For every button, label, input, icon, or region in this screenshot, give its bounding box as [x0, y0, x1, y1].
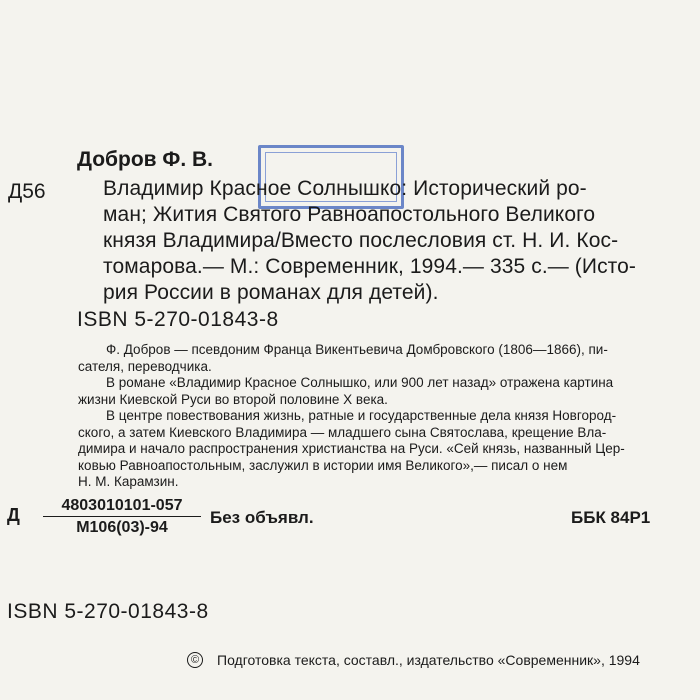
isbn-bottom: ISBN 5-270-01843-8	[7, 600, 209, 623]
annotation-line: сателя, переводчика.	[78, 358, 212, 374]
author-heading: Добров Ф. В.	[77, 148, 214, 171]
annotation-line: жизни Киевской Руси во второй половине X века.	[78, 391, 388, 407]
publishing-index-fraction	[43, 497, 201, 537]
isbn-top: ISBN 5-270-01843-8	[77, 308, 279, 331]
annotation-line: Н. М. Карамзин.	[78, 474, 179, 489]
description-line: князя Владимира/Вместо послесловия ст. Н. И. Кос-	[103, 229, 619, 252]
bibliographic-description	[103, 176, 688, 306]
call-number: Д56	[8, 180, 46, 203]
index-letter: Д	[7, 505, 20, 525]
description-line: ман; Жития Святого Равноапостольного Великого	[103, 203, 596, 226]
annotation-line: ского, а затем Киевского Владимира — младшего сына Святослава, крещение Вла-	[78, 424, 607, 440]
copyright-icon: ©	[187, 652, 203, 668]
annotation-line: В романе «Владимир Красное Солнышко, или 900 лет назад» отражена картина	[106, 375, 614, 390]
annotation-line: ковью Равноапостольным, заслужил в истории имя Великого»,— писал о нем	[78, 457, 568, 473]
annotation-line: В центре повествования жизнь, ратные и государственные дела князя Новгород-	[106, 408, 617, 423]
no-announcement-note: Без объявл.	[210, 508, 314, 527]
bbk-code: ББК 84Р1	[571, 508, 651, 527]
fraction-denominator: М106(03)-94	[76, 519, 168, 536]
description-line: рия России в романах для детей).	[103, 281, 439, 304]
copyright-text: Подготовка текста, составл., издательство «Современник», 1994	[217, 652, 640, 668]
description-line: томарова.— М.: Современник, 1994.— 335 с.— (Исто-	[103, 255, 637, 278]
annotation-line: димира и начало распространения христианства на Руси. «Сей князь, названный Цер-	[78, 441, 625, 456]
fraction-numerator: 4803010101-057	[43, 497, 201, 517]
description-line: Владимир Красное Солнышко: Исторический ро-	[103, 177, 587, 200]
annotation-line: Ф. Добров — псевдоним Франца Викентьевича Домбровского (1806—1866), пи-	[106, 342, 608, 357]
annotation	[78, 342, 688, 491]
